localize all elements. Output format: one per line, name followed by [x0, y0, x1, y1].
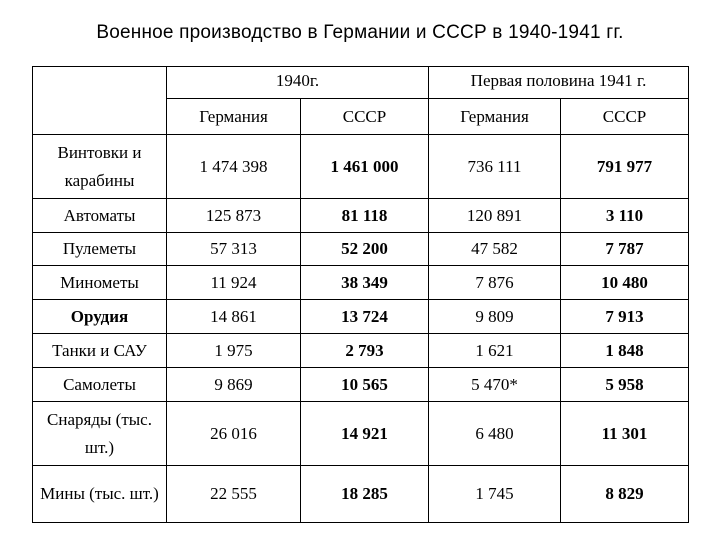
germany-1940-value: 22 555: [167, 466, 301, 523]
row-label: Винтовки и карабины: [33, 135, 167, 199]
ussr-1941-value: 1 848: [561, 334, 689, 368]
ussr-1941-value: 791 977: [561, 135, 689, 199]
ussr-1940-value: 38 349: [301, 266, 429, 300]
table-row: [33, 368, 689, 402]
header-ussr-1941: СССР: [561, 99, 689, 135]
page-title: Военное производство в Германии и СССР в 1940-1941 гг.: [96, 22, 624, 43]
germany-1941-value: 5 470*: [429, 368, 561, 402]
germany-1941-value: 6 480: [429, 402, 561, 466]
ussr-1940-value: 1 461 000: [301, 135, 429, 199]
production-table: [32, 66, 689, 523]
table-row: [33, 233, 689, 266]
header-corner-cell: [33, 67, 167, 135]
germany-1941-value: 9 809: [429, 300, 561, 334]
ussr-1940-value: 13 724: [301, 300, 429, 334]
table-row: [33, 466, 689, 523]
ussr-1941-value: 5 958: [561, 368, 689, 402]
ussr-1941-value: 7 787: [561, 233, 689, 266]
table-row: [33, 300, 689, 334]
table-row: [33, 135, 689, 199]
germany-1940-value: 26 016: [167, 402, 301, 466]
germany-1940-value: 14 861: [167, 300, 301, 334]
row-label: Минометы: [33, 266, 167, 300]
germany-1941-value: 120 891: [429, 199, 561, 233]
header-period-1940: 1940г.: [167, 67, 429, 99]
table-row: [33, 199, 689, 233]
table-row: [33, 266, 689, 300]
ussr-1940-value: 18 285: [301, 466, 429, 523]
germany-1941-value: 1 745: [429, 466, 561, 523]
germany-1940-value: 11 924: [167, 266, 301, 300]
row-label: Танки и САУ: [33, 334, 167, 368]
germany-1940-value: 9 869: [167, 368, 301, 402]
ussr-1941-value: 10 480: [561, 266, 689, 300]
germany-1941-value: 736 111: [429, 135, 561, 199]
header-germany-1940: Германия: [167, 99, 301, 135]
header-period-1941: Первая половина 1941 г.: [429, 67, 689, 99]
header-row-periods: [33, 67, 689, 99]
ussr-1940-value: 14 921: [301, 402, 429, 466]
germany-1940-value: 1 975: [167, 334, 301, 368]
table-row: [33, 402, 689, 466]
row-label: Орудия: [33, 300, 167, 334]
row-label: Снаряды (тыс. шт.): [33, 402, 167, 466]
header-germany-1941: Германия: [429, 99, 561, 135]
table-row: [33, 334, 689, 368]
germany-1940-value: 1 474 398: [167, 135, 301, 199]
ussr-1940-value: 52 200: [301, 233, 429, 266]
germany-1940-value: 57 313: [167, 233, 301, 266]
ussr-1940-value: 2 793: [301, 334, 429, 368]
header-ussr-1940: СССР: [301, 99, 429, 135]
ussr-1941-value: 11 301: [561, 402, 689, 466]
ussr-1941-value: 3 110: [561, 199, 689, 233]
row-label: Мины (тыс. шт.): [33, 466, 167, 523]
germany-1940-value: 125 873: [167, 199, 301, 233]
ussr-1941-value: 7 913: [561, 300, 689, 334]
germany-1941-value: 7 876: [429, 266, 561, 300]
ussr-1941-value: 8 829: [561, 466, 689, 523]
ussr-1940-value: 10 565: [301, 368, 429, 402]
row-label: Пулеметы: [33, 233, 167, 266]
row-label: Самолеты: [33, 368, 167, 402]
row-label: Автоматы: [33, 199, 167, 233]
germany-1941-value: 1 621: [429, 334, 561, 368]
ussr-1940-value: 81 118: [301, 199, 429, 233]
germany-1941-value: 47 582: [429, 233, 561, 266]
